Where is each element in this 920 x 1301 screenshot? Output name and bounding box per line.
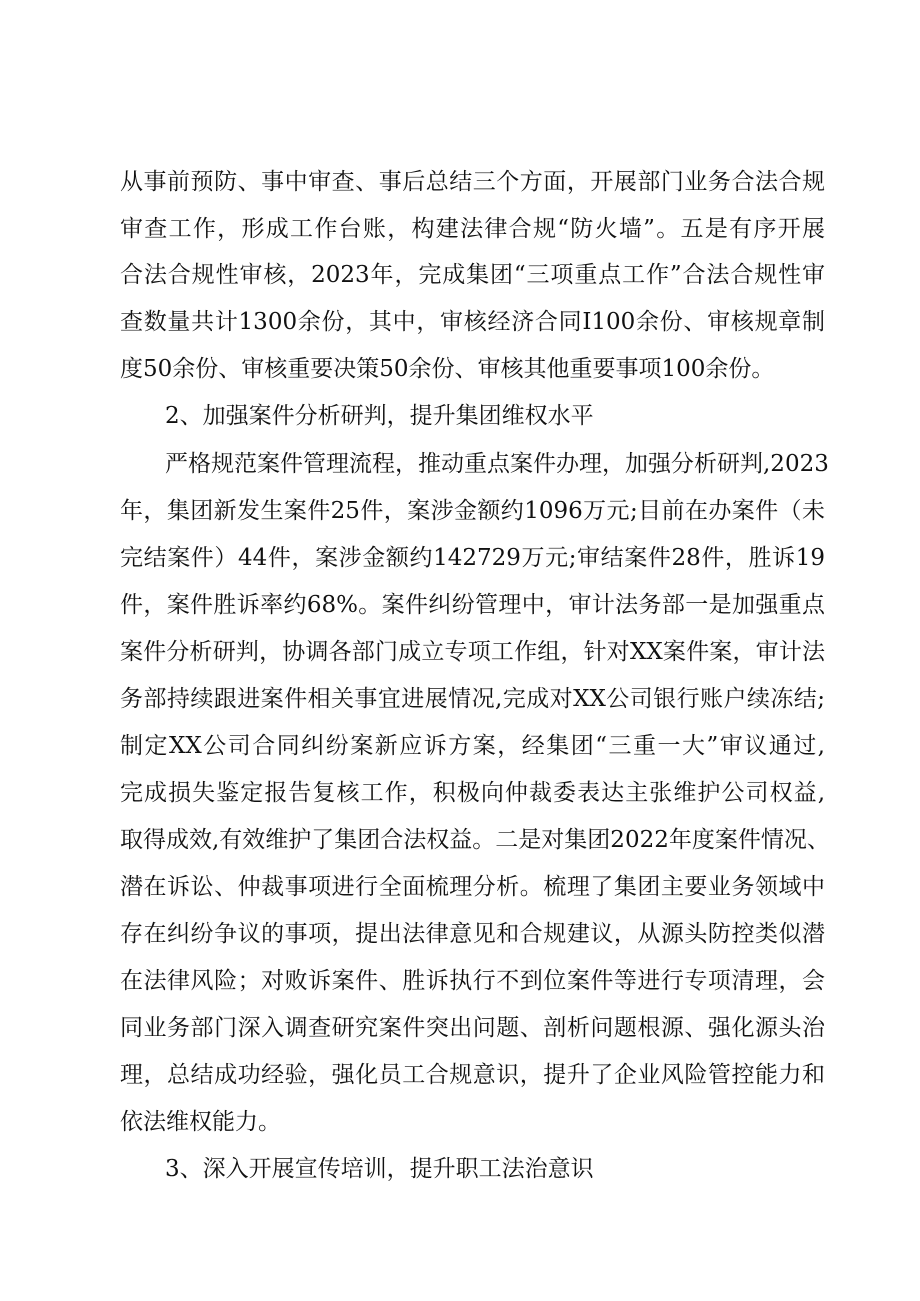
paragraph-line: 从事前预防、事中审查、事后总结三个方面，开展部门业务合法合规 [120, 169, 825, 195]
paragraph-line: 度50余份、审核重要决策50余份、审核其他重要事项100余份。 [120, 356, 775, 382]
paragraph-line: 案件分析研判，协调各部门成立专项工作组，针对XX案件案，审计法 [120, 639, 825, 665]
paragraph-line: 件，案件胜诉率约68%。案件纠纷管理中，审计法务部一是加强重点 [120, 592, 825, 618]
paragraph-line: 查数量共计1300余份，其中，审核经济合同I100余份、审核规章制 [120, 309, 825, 335]
paragraph-line: 依法维权能力。 [120, 1109, 281, 1135]
paragraph-line: 取得成效,有效维护了集团合法权益。二是对集团2022年度案件情况、 [120, 827, 830, 853]
paragraph-line: 严格规范案件管理流程，推动重点案件办理，加强分析研判,2023 [165, 451, 829, 477]
paragraph-line: 存在纠纷争议的事项，提出法律意见和合规建议，从源头防控类似潜 [120, 921, 825, 947]
paragraph-line: 年，集团新发生案件25件，案涉金额约1096万元;目前在办案件（未 [120, 498, 825, 524]
paragraph-line: 理，总结成功经验，强化员工合规意识，提升了企业风险管控能力和 [120, 1062, 825, 1088]
paragraph-line: 完结案件）44件，案涉金额约142729万元;审结案件28件，胜诉19 [120, 545, 825, 571]
paragraph-line: 制定XX公司合同纠纷案新应诉方案，经集团“三重一大”审议通过, [120, 733, 825, 759]
paragraph-line: 完成损失鉴定报告复核工作，积极向仲裁委表达主张维护公司权益, [120, 780, 825, 806]
paragraph-line: 同业务部门深入调查研究案件突出问题、剖析问题根源、强化源头治 [120, 1015, 825, 1041]
section-heading-2: 2、加强案件分析研判，提升集团维权水平 [165, 403, 594, 429]
paragraph-line: 合法合规性审核，2023年，完成集团“三项重点工作”合法合规性审 [120, 262, 825, 288]
section-heading-3: 3、深入开展宣传培训，提升职工法治意识 [165, 1156, 594, 1182]
paragraph-line: 务部持续跟进案件相关事宜进展情况,完成对XX公司银行账户续冻结; [120, 686, 825, 712]
paragraph-line: 潜在诉讼、仲裁事项进行全面梳理分析。梳理了集团主要业务领域中 [120, 874, 825, 900]
paragraph-line: 在法律风险；对败诉案件、胜诉执行不到位案件等进行专项清理，会 [120, 968, 825, 994]
paragraph-line: 审查工作，形成工作台账，构建法律合规“防火墙”。五是有序开展 [120, 216, 825, 242]
